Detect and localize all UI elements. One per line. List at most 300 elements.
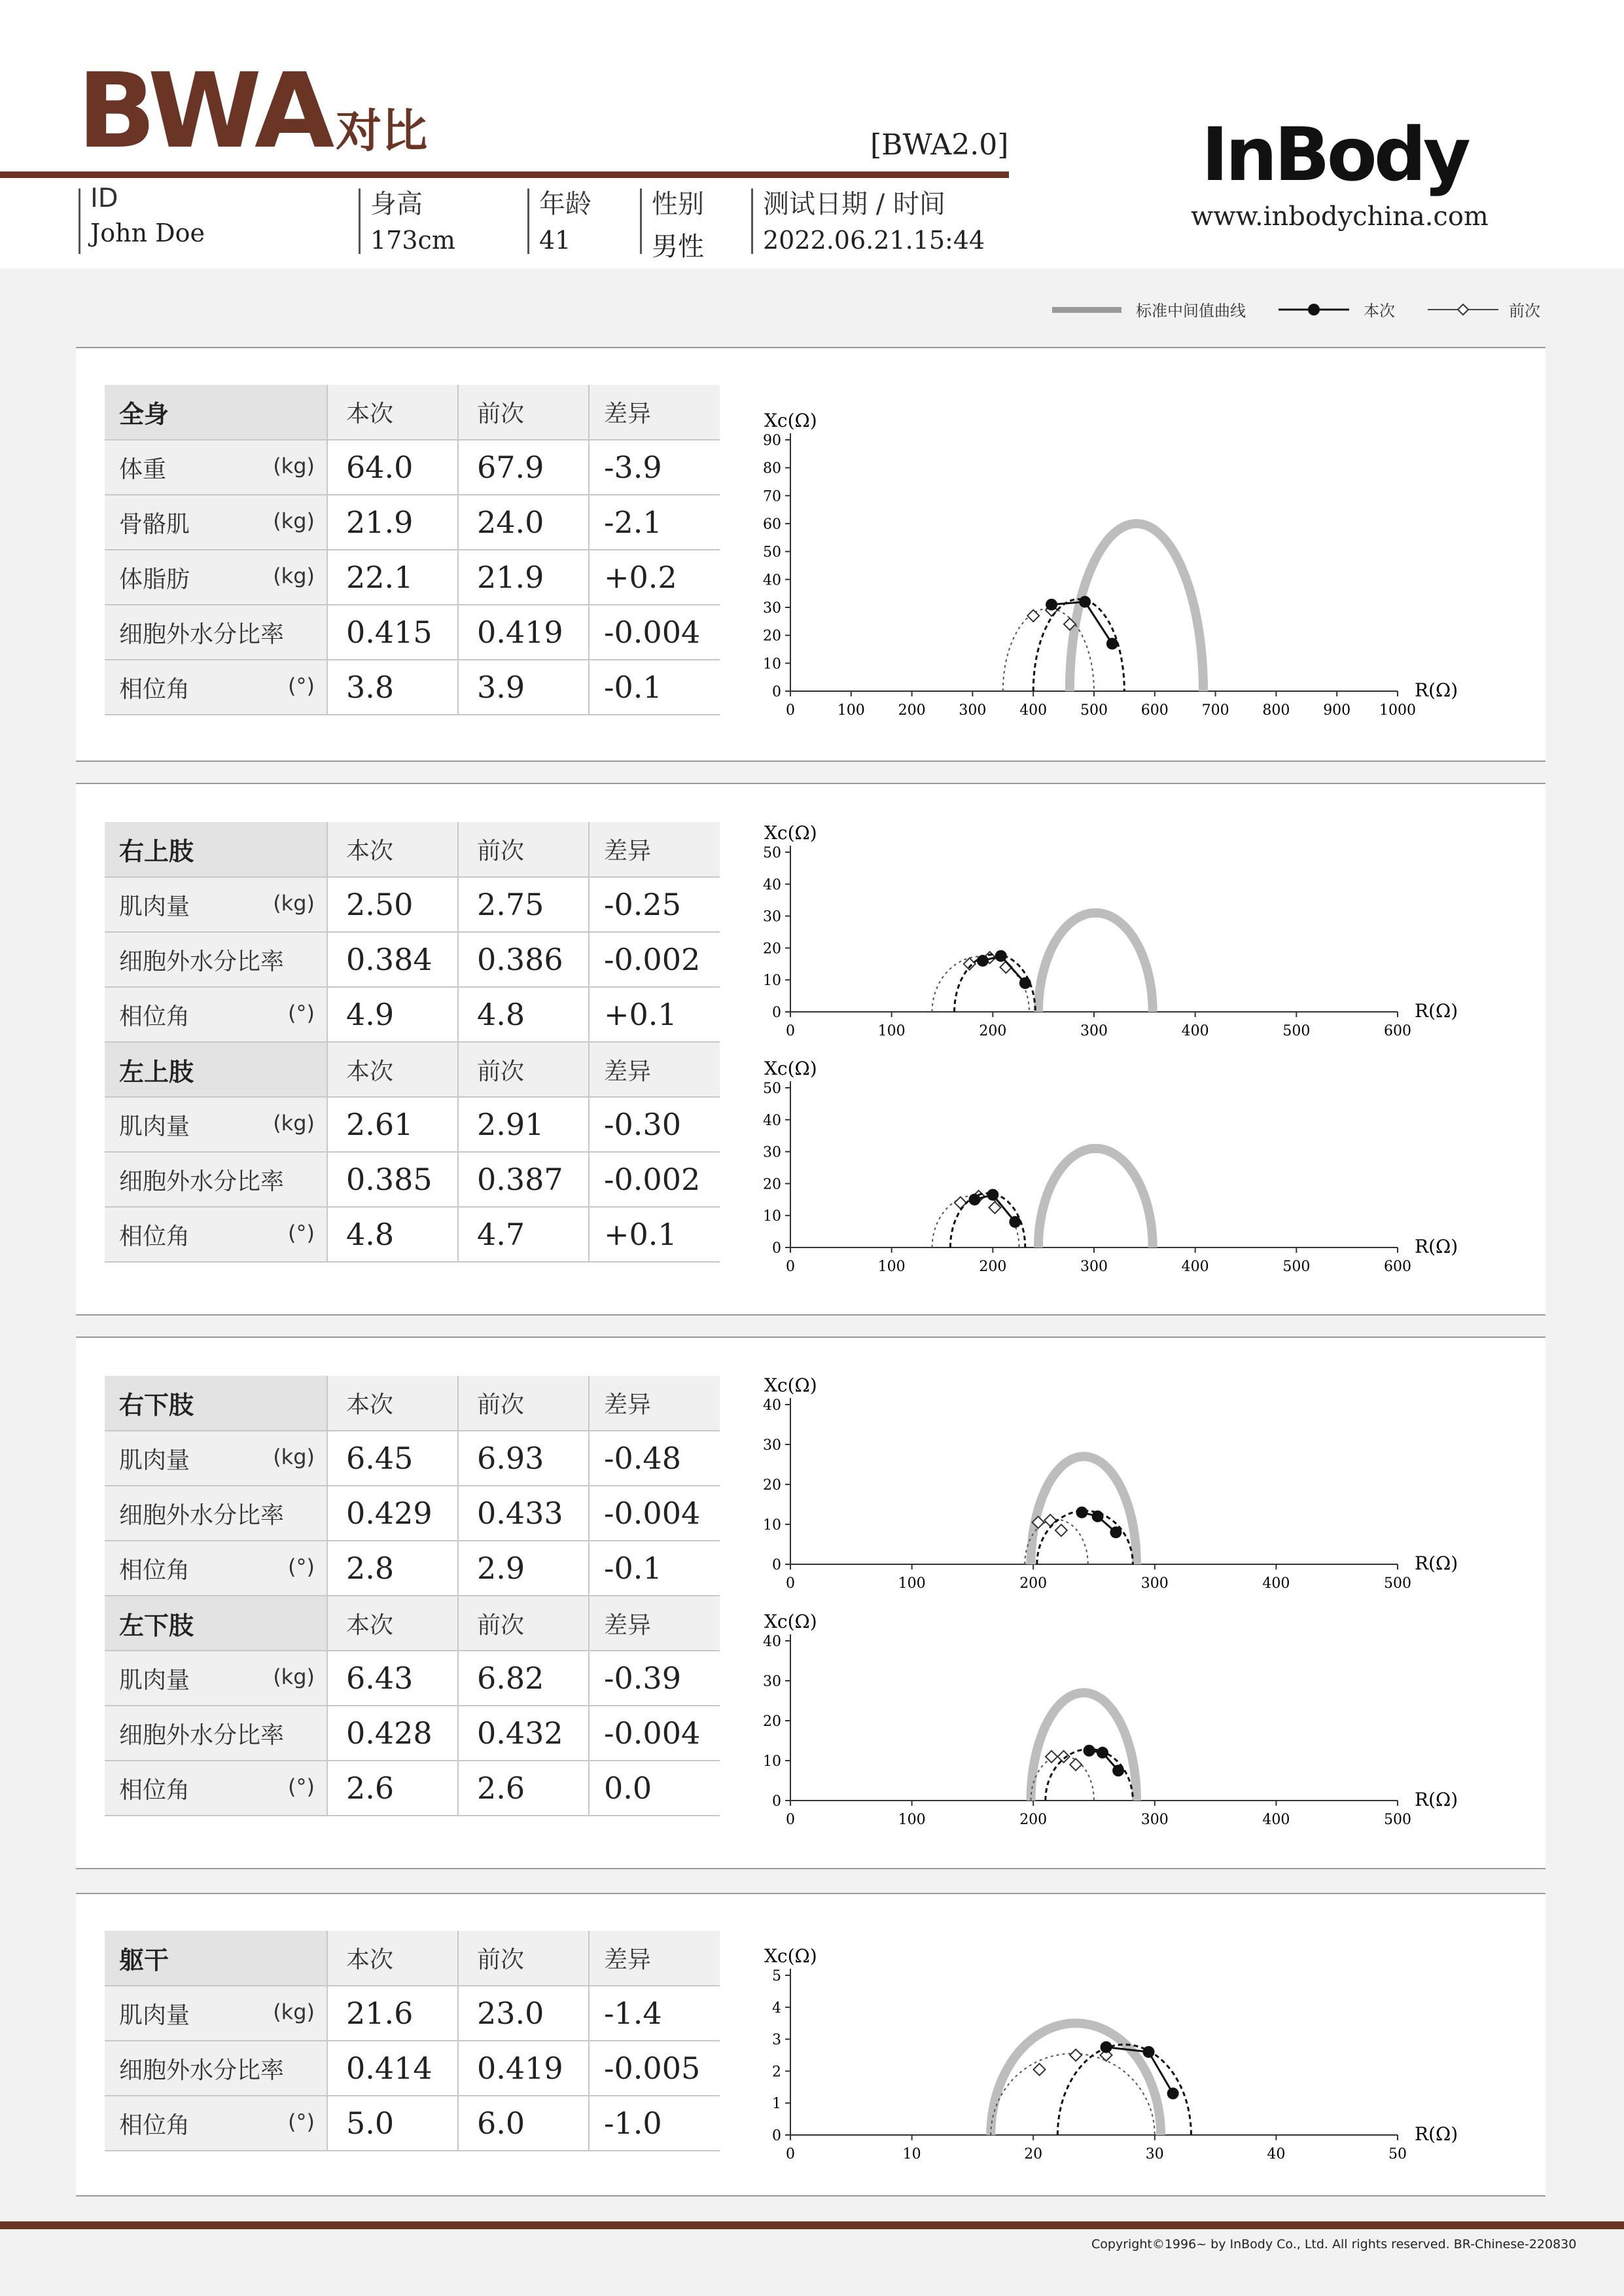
cell-diff: -0.004: [589, 1486, 720, 1541]
cell-previous: 0.386: [458, 932, 589, 987]
info-value: 男性: [652, 232, 704, 262]
col-previous: 前次: [458, 1596, 589, 1651]
cell-current: 0.414: [327, 2041, 458, 2096]
table-header-row: [105, 1596, 720, 1651]
cell-previous: 3.9: [458, 660, 589, 715]
cell-current: 0.384: [327, 932, 458, 987]
cell-previous: 0.419: [458, 605, 589, 660]
y-tick-label: 90: [763, 433, 781, 449]
row-unit: (°): [288, 1221, 315, 1246]
current-point: [1110, 1526, 1121, 1538]
col-diff: 差异: [589, 1376, 720, 1431]
current-point: [1167, 2088, 1179, 2100]
info-value: 41: [539, 226, 571, 255]
x-tick-label: 400: [1019, 702, 1048, 719]
table-row: [105, 1431, 720, 1486]
cell-current: 0.415: [327, 605, 458, 660]
table-trunk: [105, 1931, 720, 2151]
x-tick-label: 100: [898, 1812, 926, 1828]
y-tick-label: 60: [763, 516, 781, 533]
row-unit: (°): [288, 1001, 315, 1026]
cell-diff: -0.48: [589, 1431, 720, 1486]
y-tick-label: 40: [763, 1112, 781, 1129]
x-tick-label: 600: [1384, 1259, 1411, 1275]
x-tick-label: 500: [1282, 1023, 1311, 1039]
y-tick-label: 30: [763, 908, 781, 925]
x-tick-label: 300: [1140, 1575, 1169, 1592]
y-tick-label: 0: [772, 684, 781, 700]
brand-title: [77, 51, 427, 171]
row-unit: (kg): [273, 454, 315, 478]
y-tick-label: 70: [763, 488, 781, 505]
table-row: [105, 1097, 720, 1152]
y-tick-label: 40: [763, 572, 781, 589]
previous-point: [1046, 1751, 1057, 1763]
current-point: [1106, 637, 1118, 649]
cell-previous: 4.7: [458, 1207, 589, 1262]
row-unit: (°): [288, 1554, 315, 1579]
cell-previous: 2.91: [458, 1097, 589, 1152]
y-tick-label: 20: [763, 1477, 781, 1494]
table-row: [105, 1207, 720, 1262]
standard-line-icon: [1052, 305, 1121, 314]
x-tick-label: 300: [1080, 1023, 1108, 1039]
info-height: [370, 183, 455, 255]
table-row: [105, 440, 720, 495]
col-previous: 前次: [458, 822, 589, 877]
y-tick-label: 2: [772, 2064, 781, 2081]
row-unit: (kg): [273, 2000, 315, 2024]
col-current: 本次: [327, 822, 458, 877]
cell-current: 21.9: [327, 495, 458, 550]
cell-previous: 24.0: [458, 495, 589, 550]
y-axis-label: Xc(Ω): [764, 822, 817, 844]
table-header-row: [105, 822, 720, 877]
cell-previous: 23.0: [458, 1986, 589, 2041]
cell-previous: 21.9: [458, 550, 589, 605]
cell-current: 0.385: [327, 1152, 458, 1207]
previous-point: [955, 1197, 966, 1209]
col-diff: 差异: [589, 1931, 720, 1986]
col-previous: 前次: [458, 1376, 589, 1431]
row-label: 相位角: [119, 1556, 190, 1584]
x-axis-label: R(Ω): [1415, 1789, 1458, 1810]
col-diff: 差异: [589, 1596, 720, 1651]
current-point: [1143, 2046, 1155, 2058]
x-tick-label: 200: [979, 1259, 1007, 1275]
cell-current: 22.1: [327, 550, 458, 605]
y-tick-label: 4: [772, 2000, 781, 2017]
section-title: 左下肢: [105, 1596, 327, 1651]
y-axis-label: Xc(Ω): [764, 1058, 817, 1079]
col-diff: 差异: [589, 822, 720, 877]
x-tick-label: 10: [902, 2146, 921, 2162]
y-tick-label: 0: [772, 1793, 781, 1810]
info-id: [90, 183, 205, 255]
cell-diff: -1.0: [589, 2096, 720, 2151]
x-tick-label: 900: [1323, 702, 1351, 719]
info-value: John Doe: [90, 219, 205, 247]
cell-diff: -0.1: [589, 660, 720, 715]
previous-marker-icon: [1428, 302, 1498, 317]
info-label: 年龄: [539, 189, 591, 219]
y-tick-label: 40: [763, 876, 781, 893]
row-label: 肌肉量: [119, 1666, 190, 1694]
x-tick-label: 400: [1262, 1812, 1290, 1828]
col-current: 本次: [327, 1042, 458, 1097]
y-tick-label: 5: [772, 1968, 781, 1984]
cell-diff: -0.004: [589, 605, 720, 660]
cell-diff: -0.004: [589, 1706, 720, 1761]
table-row: [105, 1986, 720, 2041]
table-row: [105, 1706, 720, 1761]
table-row: [105, 1541, 720, 1596]
x-tick-label: 400: [1181, 1259, 1209, 1275]
table-row: [105, 2041, 720, 2096]
previous-curve: [991, 2054, 1155, 2135]
col-current: 本次: [327, 1931, 458, 1986]
chart-whole-body: [746, 406, 1544, 720]
y-tick-label: 50: [763, 544, 781, 561]
website-url: www.inbodychina.com: [1191, 202, 1489, 232]
x-tick-label: 0: [786, 2146, 795, 2162]
cell-diff: +0.2: [589, 550, 720, 605]
info-value: 173cm: [370, 226, 455, 255]
current-point: [1097, 1747, 1108, 1759]
y-tick-label: 0: [772, 1005, 781, 1021]
y-tick-label: 10: [763, 1753, 781, 1770]
table-header-row: [105, 385, 720, 440]
y-tick-label: 30: [763, 600, 781, 617]
info-age: [539, 183, 591, 255]
chart-left-arm: [746, 1054, 1544, 1276]
x-tick-label: 500: [1282, 1259, 1311, 1275]
row-unit: (°): [288, 673, 315, 698]
cell-diff: -0.30: [589, 1097, 720, 1152]
section-title: 全身: [105, 385, 327, 440]
row-unit: (kg): [273, 509, 315, 533]
current-point: [977, 955, 989, 967]
x-tick-label: 500: [1384, 1575, 1411, 1592]
col-diff: 差异: [589, 1042, 720, 1097]
current-point: [1079, 596, 1091, 607]
x-tick-label: 200: [1019, 1575, 1048, 1592]
previous-point: [1055, 1524, 1067, 1536]
current-point: [1076, 1507, 1087, 1518]
col-previous: 前次: [458, 385, 589, 440]
chart-right-arm: [746, 818, 1544, 1041]
x-axis-label: R(Ω): [1415, 1236, 1458, 1257]
section-title: 右上肢: [105, 822, 327, 877]
x-tick-label: 300: [1140, 1812, 1169, 1828]
cell-current: 2.8: [327, 1541, 458, 1596]
x-tick-label: 600: [1140, 702, 1169, 719]
cell-previous: 0.419: [458, 2041, 589, 2096]
table-row: [105, 550, 720, 605]
report-header: [0, 0, 1624, 268]
current-marker-icon: [1279, 302, 1349, 317]
previous-point: [1070, 1759, 1082, 1770]
previous-point: [1033, 2064, 1045, 2075]
cell-previous: 0.387: [458, 1152, 589, 1207]
y-tick-label: 50: [763, 845, 781, 861]
y-tick-label: 0: [772, 1557, 781, 1573]
cell-current: 6.43: [327, 1651, 458, 1706]
cell-current: 3.8: [327, 660, 458, 715]
current-point: [1101, 2041, 1112, 2053]
cell-current: 2.61: [327, 1097, 458, 1152]
cell-previous: 0.432: [458, 1706, 589, 1761]
cell-current: 0.428: [327, 1706, 458, 1761]
y-axis-label: Xc(Ω): [764, 1374, 817, 1396]
col-current: 本次: [327, 1596, 458, 1651]
x-tick-label: 100: [837, 702, 865, 719]
current-point: [1019, 977, 1031, 989]
x-axis-label: R(Ω): [1415, 1552, 1458, 1574]
y-tick-label: 30: [763, 1674, 781, 1690]
cell-diff: -0.002: [589, 1152, 720, 1207]
y-axis-label: Xc(Ω): [764, 1945, 817, 1967]
header-divider: [0, 171, 1009, 178]
y-tick-label: 40: [763, 1634, 781, 1650]
row-unit: (kg): [273, 1111, 315, 1136]
row-unit: (°): [288, 1774, 315, 1799]
cell-previous: 2.6: [458, 1761, 589, 1816]
x-tick-label: 200: [898, 702, 926, 719]
current-point: [968, 1194, 980, 1206]
cell-diff: +0.1: [589, 987, 720, 1042]
info-value: 2022.06.21.15:44: [763, 226, 985, 255]
y-tick-label: 1: [772, 2096, 781, 2113]
y-tick-label: 20: [763, 1713, 781, 1730]
x-tick-label: 400: [1181, 1023, 1209, 1039]
row-label: 肌肉量: [119, 893, 190, 920]
cell-diff: 0.0: [589, 1761, 720, 1816]
cell-current: 64.0: [327, 440, 458, 495]
row-unit: (kg): [273, 564, 315, 588]
previous-point: [1044, 1515, 1056, 1526]
row-label: 肌肉量: [119, 1113, 190, 1140]
cell-current: 5.0: [327, 2096, 458, 2151]
x-tick-label: 0: [786, 1023, 795, 1039]
cell-previous: 6.82: [458, 1651, 589, 1706]
previous-point: [1070, 2049, 1082, 2061]
x-tick-label: 40: [1267, 2146, 1286, 2162]
y-tick-label: 40: [763, 1397, 781, 1414]
row-label: 细胞外水分比率: [119, 1501, 285, 1529]
cell-diff: -0.39: [589, 1651, 720, 1706]
cell-current: 0.429: [327, 1486, 458, 1541]
section-title: 右下肢: [105, 1376, 327, 1431]
row-unit: (°): [288, 2109, 315, 2134]
y-tick-label: 3: [772, 2032, 781, 2049]
cell-diff: -3.9: [589, 440, 720, 495]
copyright-text: Copyright©1996~ by InBody Co., Ltd. All rights reserved. BR-Chinese-220830: [1091, 2237, 1577, 2251]
table-row: [105, 932, 720, 987]
y-tick-label: 0: [772, 2128, 781, 2144]
cell-previous: 2.75: [458, 877, 589, 932]
current-point: [1112, 1765, 1124, 1776]
table-row: [105, 1761, 720, 1816]
row-label: 细胞外水分比率: [119, 1168, 285, 1195]
row-label: 相位角: [119, 1003, 190, 1030]
y-tick-label: 10: [763, 656, 781, 673]
info-label: 身高: [370, 189, 423, 219]
x-tick-label: 20: [1024, 2146, 1043, 2162]
y-axis-label: Xc(Ω): [764, 1611, 817, 1632]
x-axis-label: R(Ω): [1415, 679, 1458, 701]
table-row: [105, 660, 720, 715]
table-row: [105, 2096, 720, 2151]
row-unit: (kg): [273, 1444, 315, 1469]
legend-previous: 前次: [1509, 302, 1540, 320]
y-tick-label: 30: [763, 1437, 781, 1454]
y-tick-label: 0: [772, 1240, 781, 1257]
x-tick-label: 1000: [1379, 702, 1416, 719]
standard-curve: [1038, 913, 1153, 1012]
x-tick-label: 0: [786, 1812, 795, 1828]
row-label: 体脂肪: [119, 565, 190, 593]
table-row: [105, 495, 720, 550]
x-tick-label: 100: [898, 1575, 926, 1592]
col-current: 本次: [327, 385, 458, 440]
chart-trunk: [746, 1941, 1544, 2164]
col-current: 本次: [327, 1376, 458, 1431]
y-tick-label: 30: [763, 1144, 781, 1161]
row-label: 相位角: [119, 1776, 190, 1804]
cell-current: 2.50: [327, 877, 458, 932]
row-label: 细胞外水分比率: [119, 948, 285, 975]
table-row: [105, 1651, 720, 1706]
row-label: 相位角: [119, 2111, 190, 2139]
table-header-row: [105, 1042, 720, 1097]
x-tick-label: 300: [1080, 1259, 1108, 1275]
current-point: [987, 1189, 998, 1200]
cell-diff: -0.005: [589, 2041, 720, 2096]
x-axis-label: R(Ω): [1415, 2123, 1458, 2145]
table-row: [105, 1486, 720, 1541]
table-right-leg: [105, 1376, 720, 1816]
version-label: [BWA2.0]: [870, 128, 1009, 162]
cell-previous: 2.9: [458, 1541, 589, 1596]
y-tick-label: 80: [763, 460, 781, 477]
y-tick-label: 50: [763, 1081, 781, 1097]
cell-diff: -0.1: [589, 1541, 720, 1596]
cell-diff: -0.002: [589, 932, 720, 987]
section-title: 左上肢: [105, 1042, 327, 1097]
y-axis-label: Xc(Ω): [764, 410, 817, 431]
info-label: ID: [90, 183, 118, 213]
y-tick-label: 10: [763, 1208, 781, 1225]
x-tick-label: 100: [877, 1259, 906, 1275]
cell-diff: +0.1: [589, 1207, 720, 1262]
row-label: 细胞外水分比率: [119, 620, 285, 648]
previous-point: [1027, 610, 1039, 622]
x-tick-label: 200: [979, 1023, 1007, 1039]
x-tick-label: 0: [786, 702, 795, 719]
info-date: [763, 183, 985, 255]
table-row: [105, 605, 720, 660]
table-row: [105, 987, 720, 1042]
x-tick-label: 400: [1262, 1575, 1290, 1592]
row-label: 相位角: [119, 1223, 190, 1250]
row-label: 肌肉量: [119, 1446, 190, 1474]
row-label: 细胞外水分比率: [119, 1721, 285, 1749]
row-unit: (kg): [273, 1664, 315, 1689]
x-tick-label: 600: [1384, 1023, 1411, 1039]
cell-previous: 67.9: [458, 440, 589, 495]
current-point: [995, 950, 1007, 962]
row-label: 细胞外水分比率: [119, 2056, 285, 2084]
x-tick-label: 500: [1080, 702, 1108, 719]
brand-logo: BWA: [77, 51, 332, 171]
y-tick-label: 20: [763, 941, 781, 958]
standard-curve: [1038, 1149, 1153, 1247]
x-tick-label: 0: [786, 1575, 795, 1592]
x-axis-label: R(Ω): [1415, 1000, 1458, 1022]
table-row: [105, 1152, 720, 1207]
current-point: [1009, 1216, 1021, 1228]
x-tick-label: 500: [1384, 1812, 1411, 1828]
col-previous: 前次: [458, 1042, 589, 1097]
info-label: 性别: [652, 189, 704, 219]
x-tick-label: 100: [877, 1023, 906, 1039]
y-tick-label: 10: [763, 973, 781, 990]
col-diff: 差异: [589, 385, 720, 440]
row-label: 肌肉量: [119, 2001, 190, 2029]
x-tick-label: 200: [1019, 1812, 1048, 1828]
y-tick-label: 20: [763, 1176, 781, 1193]
info-gender: [652, 183, 704, 262]
y-tick-label: 10: [763, 1517, 781, 1534]
cell-diff: -0.25: [589, 877, 720, 932]
table-header-row: [105, 1931, 720, 1986]
x-tick-label: 50: [1388, 2146, 1407, 2162]
chart-left-leg: [746, 1607, 1544, 1829]
current-point: [1092, 1511, 1104, 1522]
cell-previous: 6.0: [458, 2096, 589, 2151]
info-label: 测试日期 / 时间: [763, 189, 945, 219]
row-label: 相位角: [119, 675, 190, 703]
cell-previous: 4.8: [458, 987, 589, 1042]
x-tick-label: 30: [1145, 2146, 1164, 2162]
row-label: 骨骼肌: [119, 511, 190, 538]
table-row: [105, 877, 720, 932]
table-header-row: [105, 1376, 720, 1431]
cell-diff: -1.4: [589, 1986, 720, 2041]
row-label: 体重: [119, 456, 167, 483]
x-tick-label: 300: [959, 702, 987, 719]
inbody-logo: InBody: [1201, 113, 1468, 198]
cell-current: 6.45: [327, 1431, 458, 1486]
cell-current: 4.9: [327, 987, 458, 1042]
legend-current: 本次: [1364, 302, 1395, 320]
cell-diff: -2.1: [589, 495, 720, 550]
cell-previous: 6.93: [458, 1431, 589, 1486]
table-right-arm: [105, 822, 720, 1263]
footer-divider: [0, 2221, 1624, 2229]
col-previous: 前次: [458, 1931, 589, 1986]
cell-current: 21.6: [327, 1986, 458, 2041]
row-unit: (kg): [273, 891, 315, 916]
y-tick-label: 20: [763, 628, 781, 645]
chart-right-leg: [746, 1371, 1544, 1593]
standard-curve: [1070, 524, 1203, 691]
x-tick-label: 700: [1201, 702, 1229, 719]
legend-standard: 标准中间值曲线: [1136, 302, 1246, 320]
cell-current: 4.8: [327, 1207, 458, 1262]
x-tick-label: 0: [786, 1259, 795, 1275]
